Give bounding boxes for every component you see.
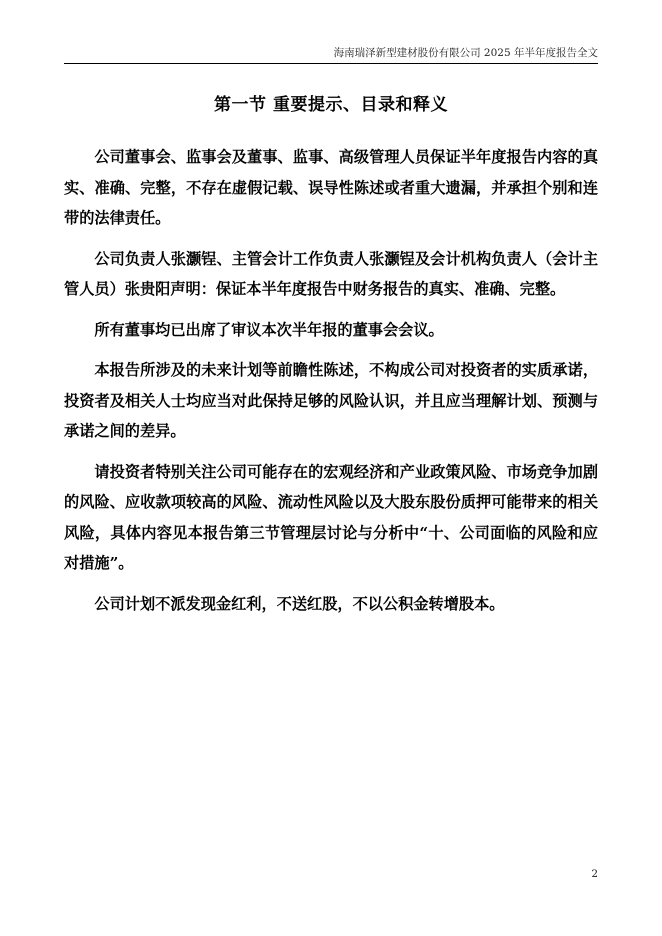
page-number: 2 <box>591 868 598 880</box>
page-header <box>64 47 598 64</box>
paragraph-risk-notice: 请投资者特别关注公司可能存在的宏观经济和产业政策风险、市场竞争加剧的风险、应收款项较高的风险、流动性风险以及大股东股份质押可能带来的相关风险，具体内容见本报告第三节管理层讨论与分析中“十、公司面临的风险和应对措施”。 <box>64 462 598 572</box>
header-company-report-title: 海南瑞泽新型建材股份有限公司 2025 年半年度报告全文 <box>333 47 598 59</box>
paragraph-responsible-persons-statement: 公司负责人张灏锃、主管会计工作负责人张灏锃及会计机构负责人（会计主管人员）张贵阳声明：保证本半年度报告中财务报告的真实、准确、完整。 <box>64 249 598 298</box>
paragraph-directors-attendance: 所有董事均已出席了审议本次半年报的董事会会议。 <box>94 320 444 339</box>
paragraph-forward-looking-statement: 本报告所涉及的未来计划等前瞻性陈述，不构成公司对投资者的实质承诺，投资者及相关人士均应当对此保持足够的风险认识，并且应当理解计划、预测与承诺之间的差异。 <box>64 361 598 440</box>
paragraph-board-guarantee: 公司董事会、监事会及董事、监事、高级管理人员保证半年度报告内容的真实、准确、完整，不存在虚假记载、误导性陈述或者重大遗漏，并承担个别和连带的法律责任。 <box>64 148 598 227</box>
section-title: 第一节 重要提示、目录和释义 <box>214 95 448 115</box>
notice-body <box>64 142 598 629</box>
paragraph-dividend-plan: 公司计划不派发现金红利，不送红股，不以公积金转增股本。 <box>94 594 505 613</box>
